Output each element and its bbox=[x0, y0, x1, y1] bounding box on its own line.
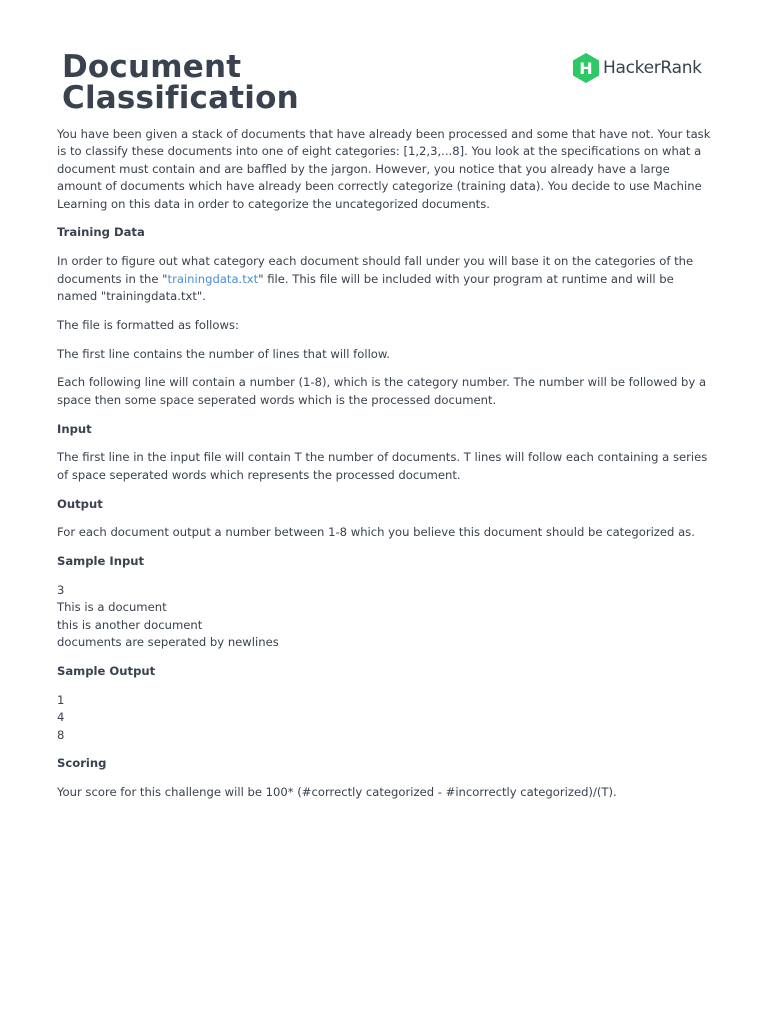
training-data-paragraph bbox=[57, 253, 717, 305]
logo-letter: H bbox=[579, 59, 593, 78]
input-paragraph: The first line in the input file will contain T the number of documents. T lines will follow each containing a series of space seperated words which represents the processed document. bbox=[57, 450, 708, 482]
title-line-1: Document bbox=[62, 49, 242, 85]
sample-output-block bbox=[57, 692, 717, 744]
title-line-2: Classification bbox=[62, 80, 299, 116]
following-lines-paragraph: Each following line will contain a number (1-8), which is the category number. The number will be followed by a space then some space seperated words which is the processed document. bbox=[57, 375, 707, 407]
trainingdata-link[interactable]: trainingdata.txt bbox=[167, 271, 259, 286]
first-line-paragraph: The first line contains the number of lines that will follow. bbox=[57, 346, 390, 361]
hackerrank-logo bbox=[571, 52, 702, 84]
sample-input-line: this is another document bbox=[57, 617, 203, 632]
hackerrank-hexagon-icon bbox=[571, 52, 601, 84]
output-heading: Output bbox=[57, 496, 103, 511]
page-title bbox=[62, 49, 299, 116]
sample-input-line: documents are seperated by newlines bbox=[57, 635, 279, 650]
training-text-before-link: In order to figure out what category each document should fall under you will base it on the categories of the documents in the " bbox=[57, 254, 694, 286]
sample-input-heading: Sample Input bbox=[57, 554, 145, 569]
output-paragraph: For each document output a number between 1-8 which you believe this document should be categorized as. bbox=[57, 525, 695, 540]
training-data-heading: Training Data bbox=[57, 225, 145, 240]
intro-paragraph: You have been given a stack of documents that have already been processed and some that have not. Your task is to classify these documents into one of eight categories: [1,2,3,...8]. You look at the specifications on what a document must contain and are baffled by the jargon. However, you notice that you already have a large amount of documents which have already been correctly categorize (training data). You decide to use Machine Learning on this data in order to categorize the uncategorized documents. bbox=[57, 127, 711, 211]
sample-input-line: 3 bbox=[57, 583, 65, 598]
input-heading: Input bbox=[57, 421, 92, 436]
sample-output-line: 8 bbox=[57, 727, 65, 742]
sample-input-line: This is a document bbox=[57, 600, 167, 615]
sample-output-line: 1 bbox=[57, 692, 65, 707]
scoring-heading: Scoring bbox=[57, 756, 107, 771]
sample-output-line: 4 bbox=[57, 710, 65, 725]
scoring-paragraph: Your score for this challenge will be 100* (#correctly categorized - #incorrectly categorized)/(T). bbox=[57, 785, 617, 800]
sample-output-heading: Sample Output bbox=[57, 664, 156, 679]
format-intro-paragraph: The file is formatted as follows: bbox=[57, 317, 239, 332]
sample-input-block bbox=[57, 582, 717, 652]
training-text-after-link: " file. This file will be included with your program at runtime and will be named "trainingdata.txt". bbox=[57, 271, 674, 304]
problem-statement bbox=[57, 126, 717, 813]
logo-text: HackerRank bbox=[603, 58, 702, 78]
